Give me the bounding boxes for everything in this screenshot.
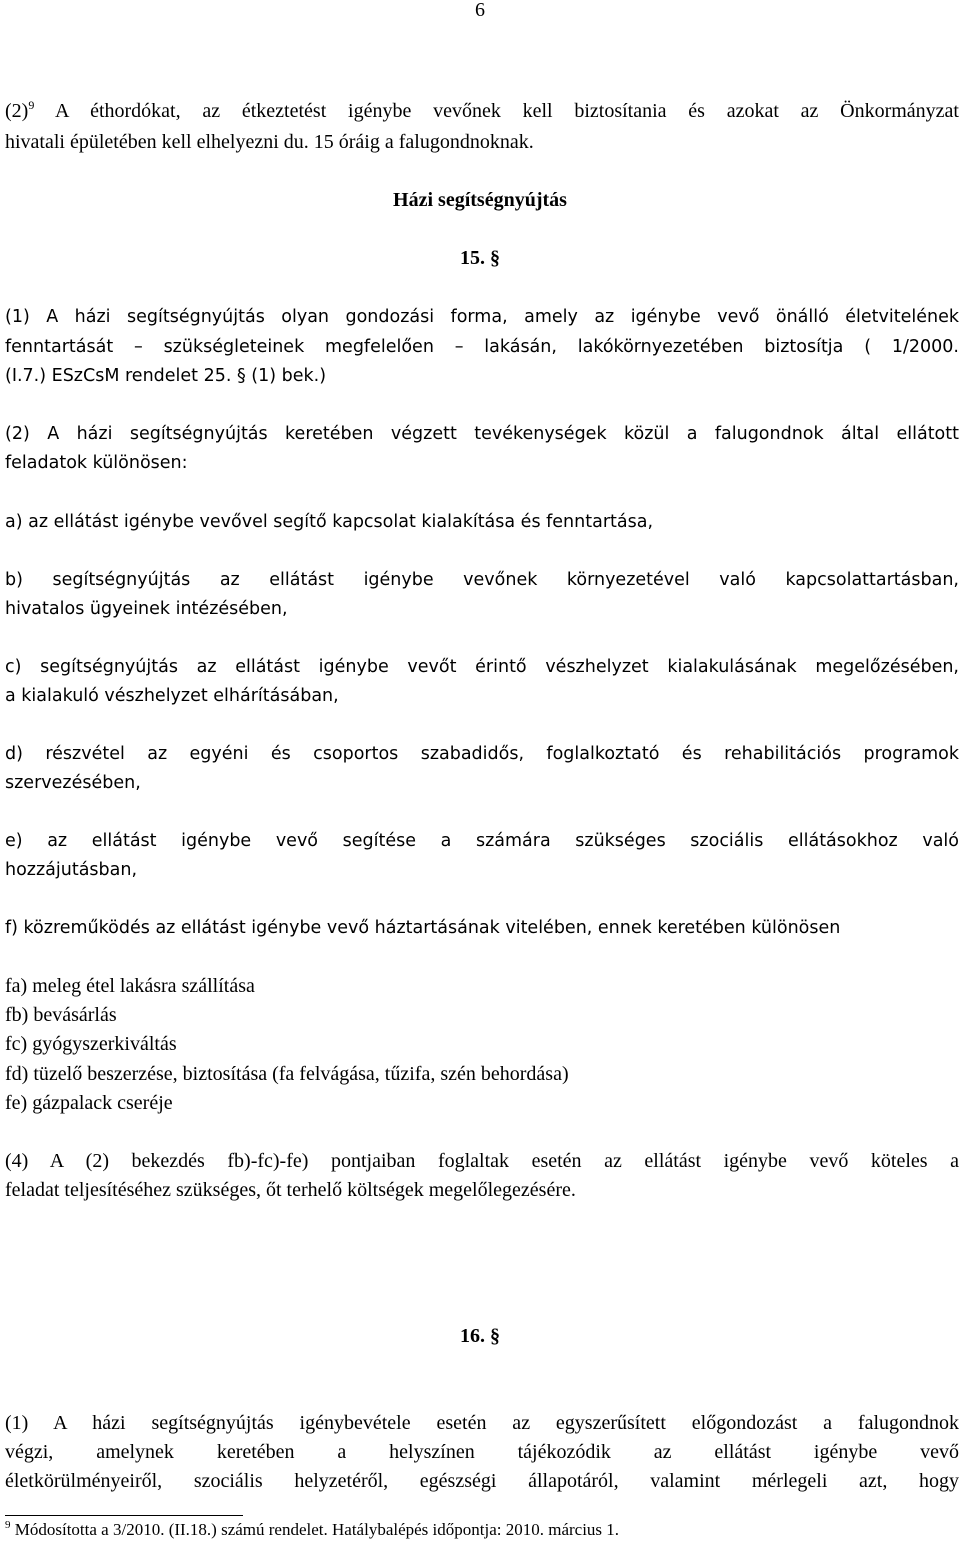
s15-p2-line-2: feladatok különösen: — [5, 453, 188, 473]
item-c-line-1: c) segítségnyújtás az ellátást igénybe vevőt érintő vészhelyzet kialakulásának megelőzésében, — [5, 657, 959, 677]
item-f: f) közreműködés az ellátást igénybe vevő háztartásának vitelében, ennek keretében különösen — [5, 918, 841, 938]
section-15-heading: 15. § — [460, 247, 500, 269]
item-b-line-2: hivatalos ügyeinek intézésében, — [5, 599, 288, 619]
subitem-fa: fa) meleg étel lakásra szállítása — [5, 975, 255, 997]
s15-p4-line-2: feladat teljesítéséhez szükséges, őt terhelő költségek megelőlegezésére. — [5, 1179, 576, 1201]
footnote-marker: 9 — [5, 1519, 11, 1531]
paragraph-2-line-1 — [5, 97, 959, 126]
s15-p4-line-1: (4) A (2) bekezdés fb)-fc)-fe) pontjaiban foglaltak esetén az ellátást igénybe vevő köteles a — [5, 1150, 959, 1172]
s15-p2-line-1: (2) A házi segítségnyújtás keretében végzett tevékenységek közül a falugondnok által ellátott — [5, 424, 959, 444]
item-a: a) az ellátást igénybe vevővel segítő kapcsolat kialakítása és fenntartása, — [5, 512, 654, 532]
item-d-line-1: d) részvétel az egyéni és csoportos szabadidős, foglalkoztató és rehabilitációs programok — [5, 744, 959, 764]
section-title: Házi segítségnyújtás — [393, 189, 567, 211]
s15-p1-line-2: fenntartását – szükségleteinek megfelelően – lakásán, lakókörnyezetében biztosítja ( 1/2000. — [5, 337, 959, 357]
item-e-line-1: e) az ellátást igénybe vevő segítése a számára szükséges szociális ellátásokhoz való — [5, 831, 959, 851]
paragraph-text: A éthordókat, az étkeztetést igénybe vevőnek kell biztosítania és azokat az Önkormányzat — [34, 100, 959, 122]
s15-p1-line-3: (I.7.) ESzCsM rendelet 25. § (1) bek.) — [5, 366, 327, 386]
s15-p1-line-1: (1) A házi segítségnyújtás olyan gondozási forma, amely az igénybe vevő önálló életvitelének — [5, 307, 959, 327]
paragraph-number: (2) — [5, 100, 29, 122]
section-16-heading: 16. § — [460, 1325, 500, 1347]
paragraph-2-line-2: hivatali épületében kell elhelyezni du. 15 óráig a falugondnoknak. — [5, 131, 534, 153]
item-c-line-2: a kialakuló vészhelyzet elhárításában, — [5, 686, 339, 706]
s16-p1-line-3: életkörülményeiről, szociális helyzetéről, egészségi állapotáról, valamint mérlegeli azt, hogy — [5, 1470, 959, 1492]
subitem-fe: fe) gázpalack cseréje — [5, 1092, 173, 1114]
subitem-fb: fb) bevásárlás — [5, 1004, 117, 1026]
page-number: 6 — [475, 0, 485, 21]
footnote — [5, 1518, 619, 1542]
item-d-line-2: szervezésében, — [5, 773, 141, 793]
footnote-separator — [5, 1515, 243, 1516]
item-e-line-2: hozzájutásban, — [5, 860, 138, 880]
subitem-fd: fd) tüzelő beszerzése, biztosítása (fa felvágása, tűzifa, szén behordása) — [5, 1063, 569, 1085]
item-b-line-1: b) segítségnyújtás az ellátást igénybe vevőnek környezetével való kapcsolattartásban, — [5, 570, 959, 590]
s16-p1-line-1: (1) A házi segítségnyújtás igénybevétele esetén az egyszerűsített előgondozást a falugondnok — [5, 1412, 959, 1434]
footnote-reference: 9 — [28, 98, 35, 112]
footnote-text: Módosította a 3/2010. (II.18.) számú rendelet. Hatálybalépés időpontja: 2010. március 1. — [10, 1520, 620, 1539]
s16-p1-line-2: végzi, amelynek keretében a helyszínen tájékozódik az ellátást igénybe vevő — [5, 1441, 959, 1463]
subitem-fc: fc) gyógyszerkiváltás — [5, 1033, 177, 1055]
